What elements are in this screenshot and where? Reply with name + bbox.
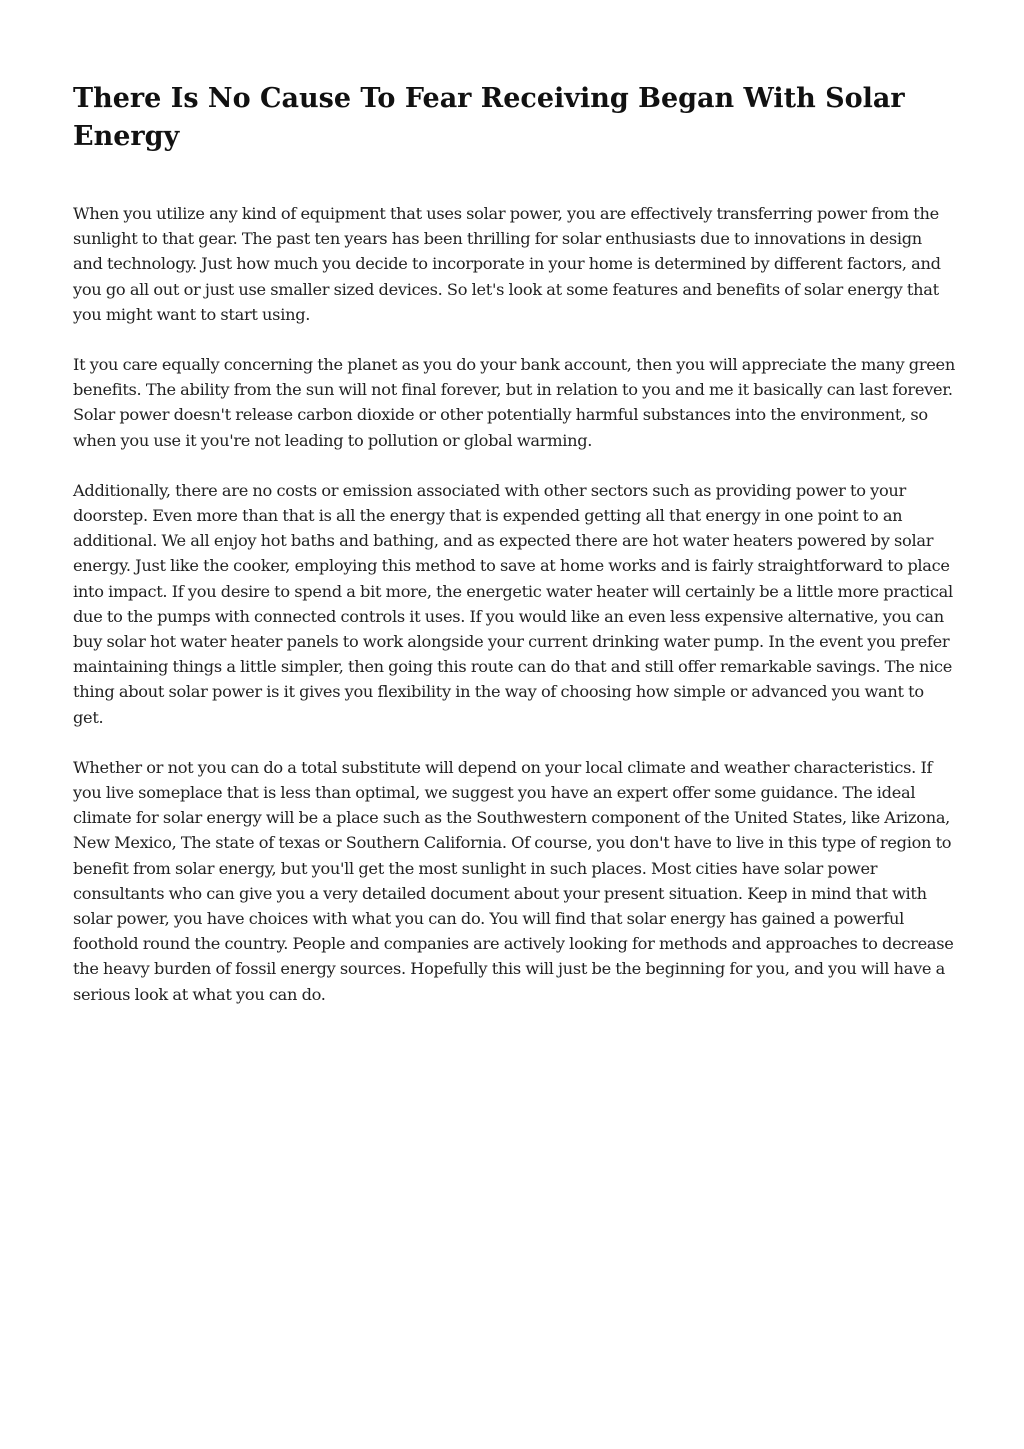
document-title: There Is No Cause To Fear Receiving Began With Solar Energy — [73, 83, 905, 152]
document-body — [73, 201, 955, 1007]
paragraph-3: Additionally, there are no costs or emission associated with other sectors such as providing power to your doorstep. Even more than that is all the energy that is expended getting all that energy in one point to an additional. We all enjoy hot baths and bathing, and as expected there are hot water heaters powered by solar energy. Just like the cooker, employing this method to save at home works and is fairly straightforward to place into impact. If you desire to spend a bit more, the energetic water heater will certainly be a little more practical due to the pumps with connected controls it uses. If you would like an even less expensive alternative, you can buy solar hot water heater panels to work alongside your current drinking water pump. In the event you prefer maintaining things a little simpler, then going this route can do that and still offer remarkable savings. The nice thing about solar power is it gives you flexibility in the way of choosing how simple or advanced you want to get. — [73, 480, 953, 727]
paragraph-1: When you utilize any kind of equipment that uses solar power, you are effectively transferring power from the sunlight to that gear. The past ten years has been thrilling for solar enthusiasts due to innovations in design and technology. Just how much you decide to incorporate in your home is determined by different factors, and you go all out or just use smaller sized devices. So let's look at some features and benefits of solar energy that you might want to start using. — [73, 204, 941, 324]
paragraph-4: Whether or not you can do a total substitute will depend on your local climate and weather characteristics. If you live someplace that is less than optimal, we suggest you have an expert offer some guidance. The ideal climate for solar energy will be a place such as the Southwestern component of the United States, like Arizona, New Mexico, The state of texas or Southern California. Of course, you don't have to live in this type of region to benefit from solar energy, but you'll get the most sunlight in such places. Most cities have solar power consultants who can give you a very detailed document about your present situation. Keep in mind that with solar power, you have choices with what you can do. You will find that solar energy has gained a powerful foothold round the country. People and companies are actively looking for methods and approaches to decrease the heavy burden of fossil energy sources. Hopefully this will just be the beginning for you, and you will have a serious look at what you can do. — [73, 757, 954, 1004]
paragraph-2: It you care equally concerning the planet as you do your bank account, then you will appreciate the many green benefits. The ability from the sun will not final forever, but in relation to you and me it basically can last forever. Solar power doesn't release carbon dioxide or other potentially harmful substances into the environment, so when you use it you're not leading to pollution or global warming. — [73, 355, 955, 450]
document-content — [73, 80, 955, 1032]
